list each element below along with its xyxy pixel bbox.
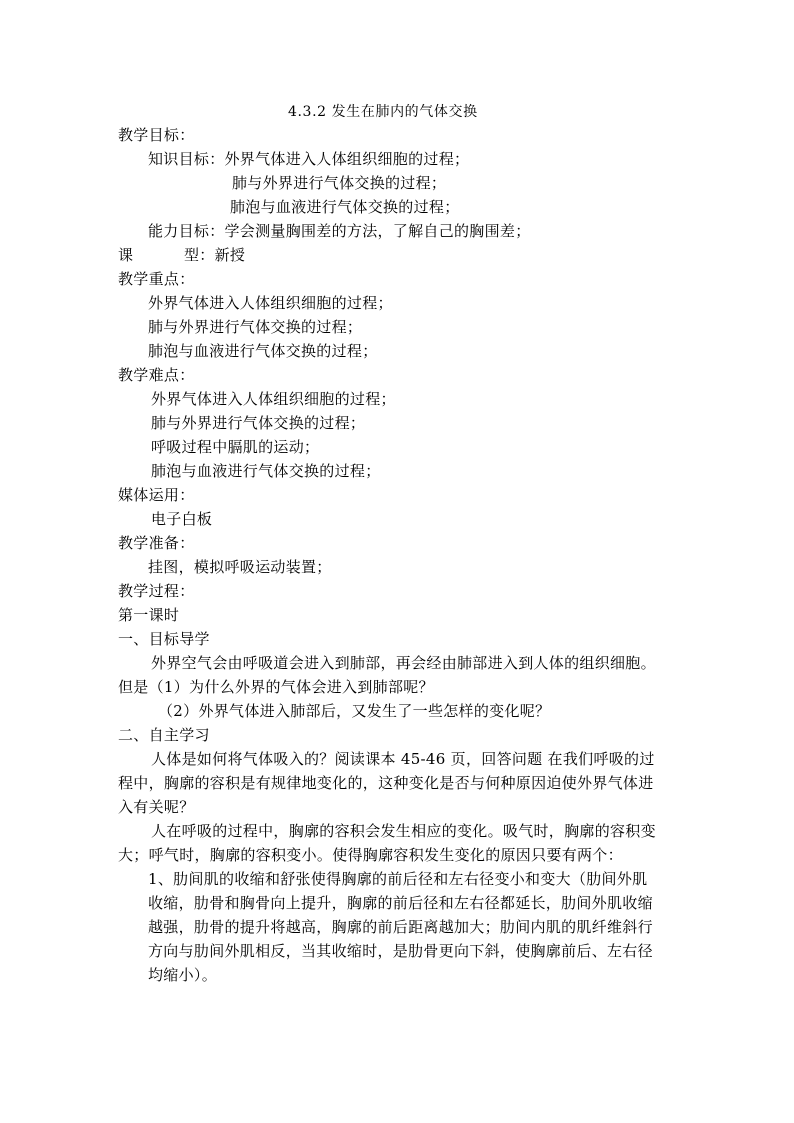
section2-paragraph-line: 人体是如何将气体吸入的？阅读课本 45-46 页，回答问题 在我们呼吸的过 — [151, 750, 655, 768]
page-title: 4.3.2 发生在肺内的气体交换 — [288, 104, 478, 120]
ability-objective-line: 能力目标：学会测量胸围差的方法，了解自己的胸围差； — [148, 222, 531, 240]
key-point-item: 肺与外界进行气体交换的过程； — [148, 318, 363, 336]
lesson-type-value: 型：新授 — [184, 246, 246, 264]
difficulty-item: 肺与外界进行气体交换的过程； — [151, 414, 366, 432]
difficulties-heading: 教学难点： — [118, 366, 195, 384]
knowledge-objective-line: 肺泡与血液进行气体交换的过程； — [230, 198, 460, 216]
media-heading: 媒体运用： — [118, 486, 195, 504]
section1-line: 外界空气会由呼吸道会进入到肺部，再会经由肺部进入到人体的组织细胞。 — [151, 654, 656, 672]
section2-paragraph-line: 越强，肋骨的提升将越高，胸廓的前后距离越加大；肋间内肌的肌纤维斜行 — [148, 918, 653, 936]
section2-heading: 二、自主学习 — [118, 726, 210, 744]
knowledge-objective-line: 知识目标：外界气体进入人体组织细胞的过程； — [148, 150, 470, 168]
preparation-heading: 教学准备： — [118, 534, 195, 552]
section2-paragraph-line: 方向与肋间外肌相反，当其收缩时，是肋骨更向下斜，使胸廓前后、左右径 — [148, 942, 653, 960]
difficulty-item: 外界气体进入人体组织细胞的过程； — [151, 390, 396, 408]
section1-heading: 一、目标导学 — [118, 630, 210, 648]
process-heading: 教学过程： — [118, 582, 195, 600]
knowledge-objective-line: 肺与外界进行气体交换的过程； — [232, 174, 447, 192]
key-point-item: 肺泡与血液进行气体交换的过程； — [148, 342, 378, 360]
media-item: 电子白板 — [151, 510, 213, 528]
difficulty-item: 呼吸过程中膈肌的运动； — [151, 438, 320, 456]
section2-paragraph-line: 入有关呢？ — [118, 798, 195, 816]
key-point-item: 外界气体进入人体组织细胞的过程； — [148, 294, 393, 312]
section2-paragraph-line: 1、肋间肌的收缩和舒张使得胸廓的前后径和左右径变小和变大（肋间外肌 — [148, 870, 648, 888]
difficulty-item: 肺泡与血液进行气体交换的过程； — [151, 462, 381, 480]
section1-line: （2）外界气体进入肺部后，又发生了一些怎样的变化呢？ — [158, 702, 551, 720]
objectives-heading: 教学目标： — [118, 126, 195, 144]
section2-paragraph-line: 程中，胸廓的容积是有规律地变化的，这种变化是否与何种原因迫使外界气体进 — [118, 774, 654, 792]
section2-paragraph-line: 均缩小）。 — [148, 966, 218, 984]
section2-paragraph-line: 大；呼气时，胸廓的容积变小。使得胸廓容积发生变化的原因只要有两个： — [118, 846, 623, 864]
key-points-heading: 教学重点： — [118, 270, 195, 288]
section2-paragraph-line: 收缩，肋骨和胸骨向上提升，胸廓的前后径和左右径都延长，肋间外肌收缩 — [148, 894, 653, 912]
lesson-type-label: 课 — [118, 246, 134, 264]
preparation-item: 挂图，模拟呼吸运动装置； — [148, 558, 332, 576]
section2-paragraph-line: 人在呼吸的过程中，胸廓的容积会发生相应的变化。吸气时，胸廓的容积变 — [151, 822, 656, 840]
section1-line: 但是（1）为什么外界的气体会进入到肺部呢？ — [118, 678, 434, 696]
period-label: 第一课时 — [118, 606, 180, 624]
